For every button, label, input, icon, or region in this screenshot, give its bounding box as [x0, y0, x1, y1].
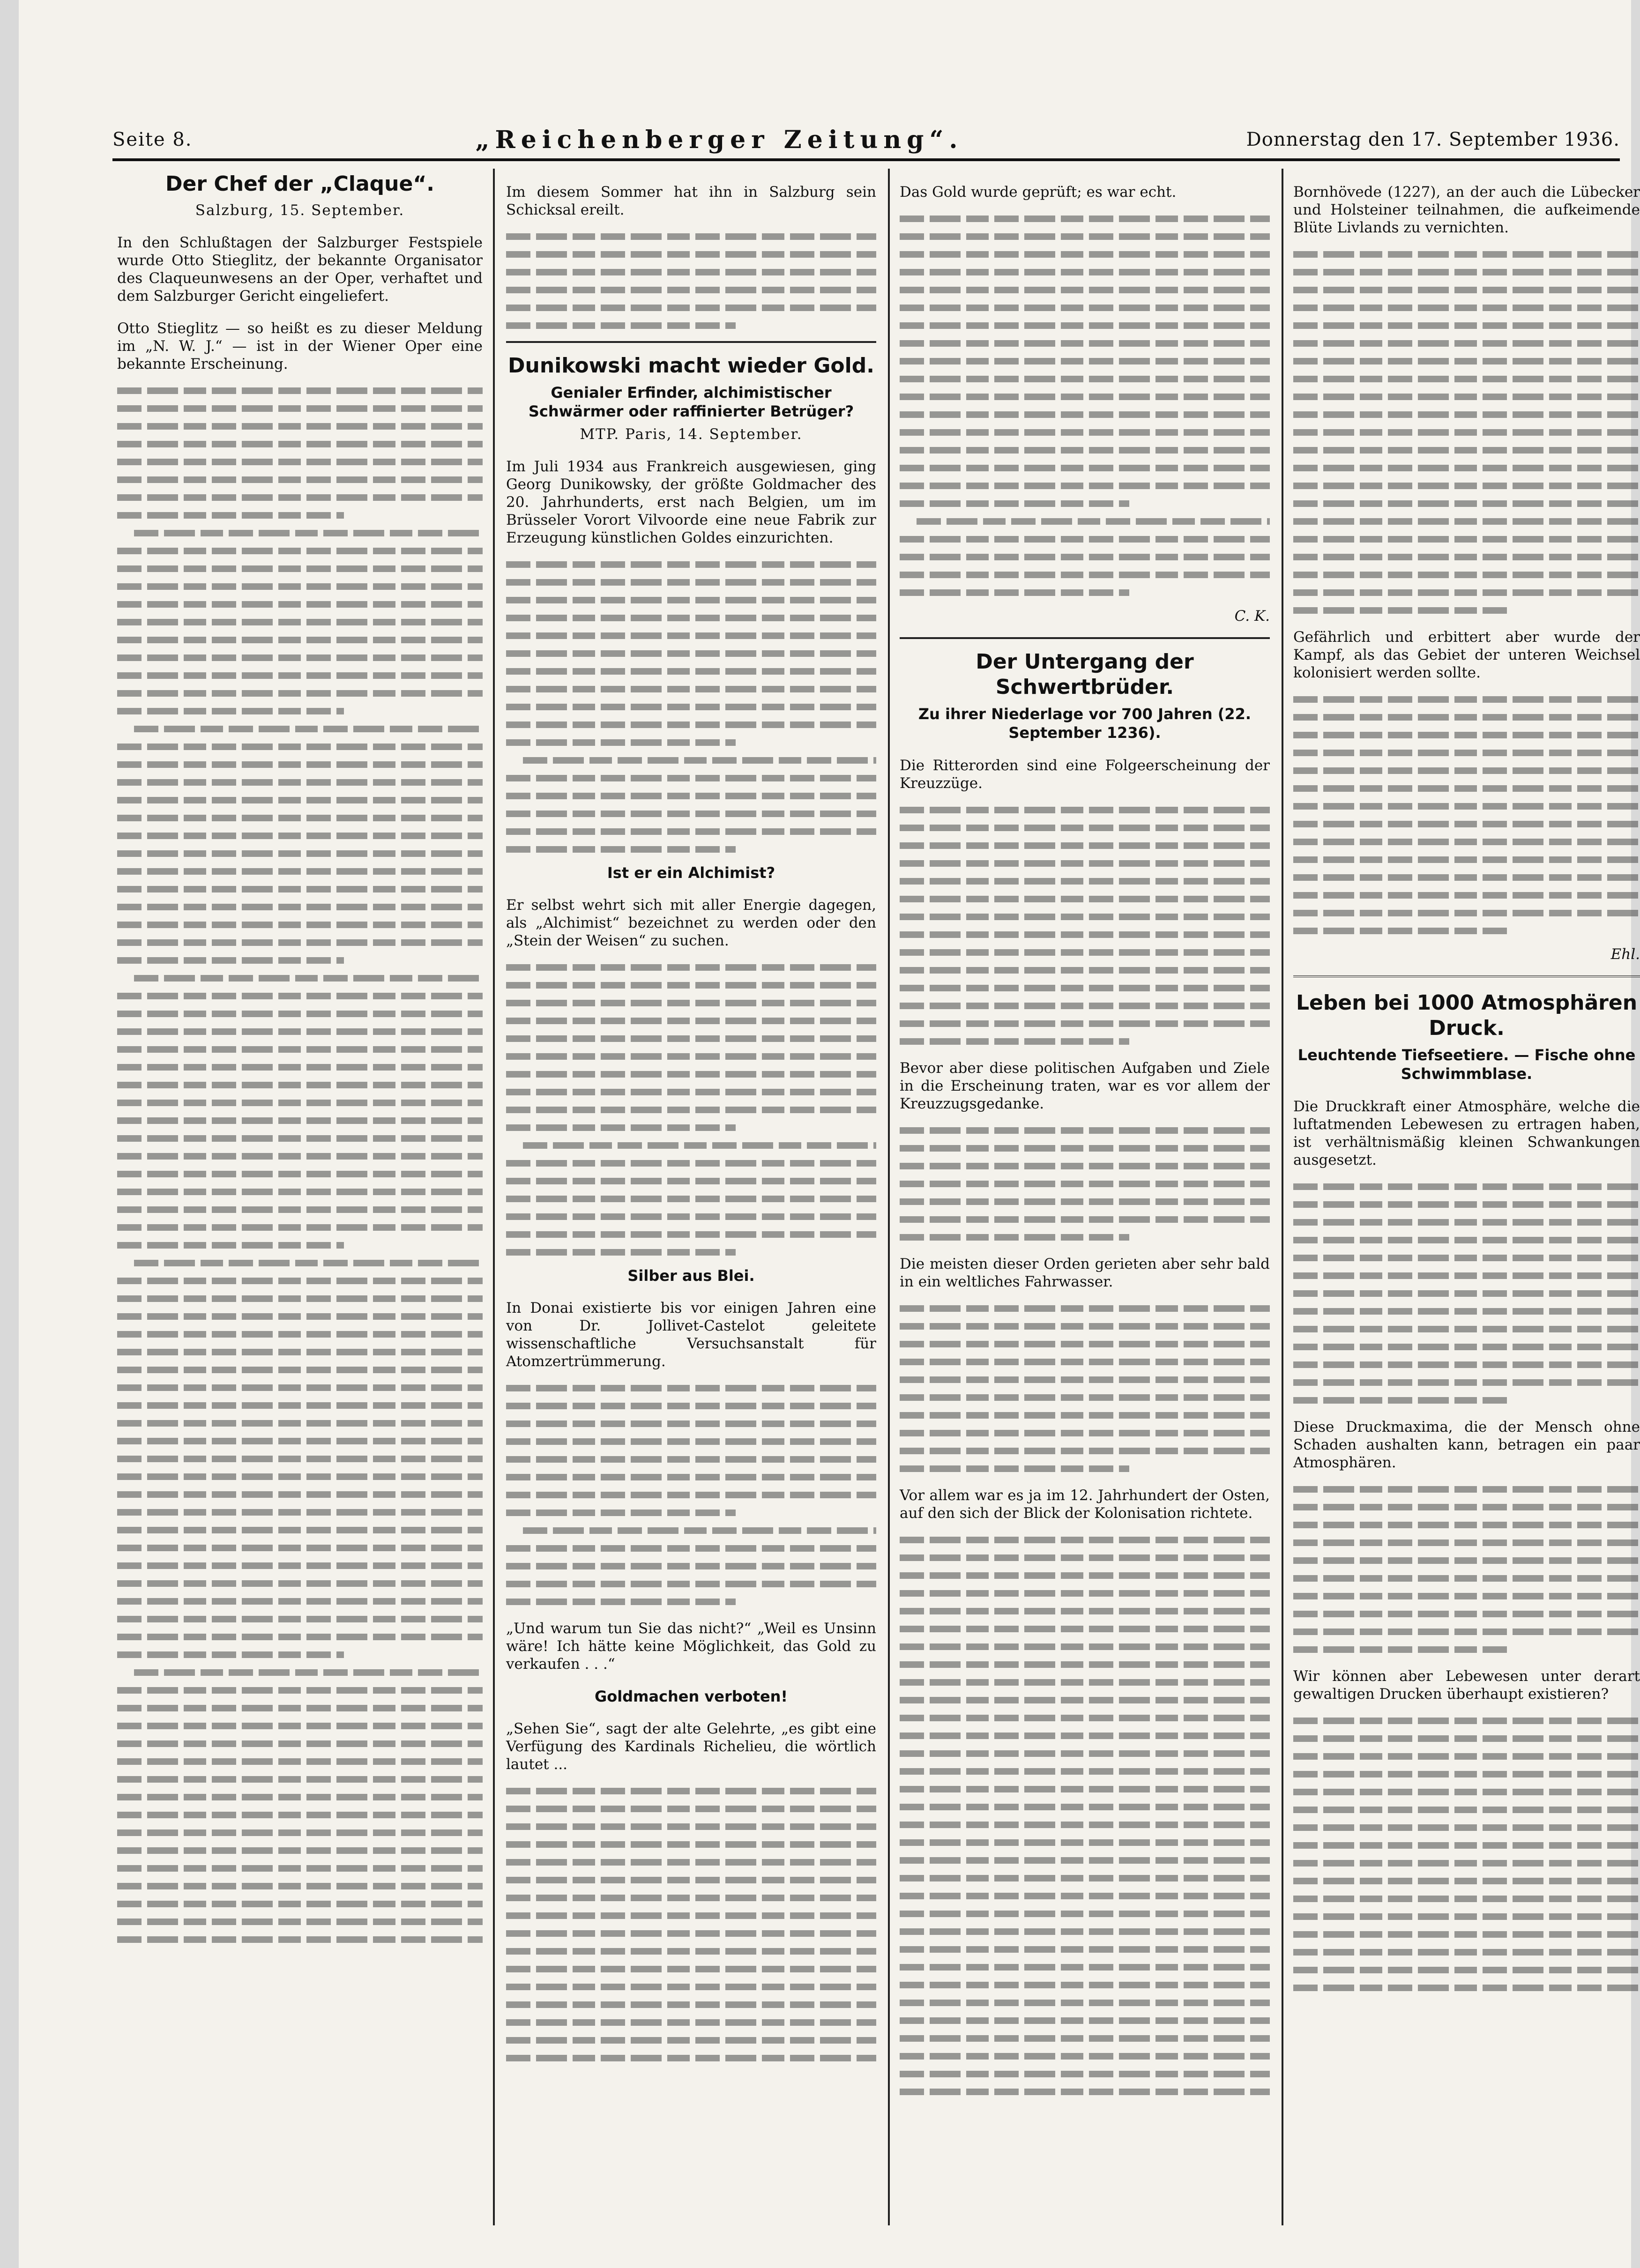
article-headline-atmosphaeren: Leben bei 1000 Atmosphären Druck. — [1296, 991, 1638, 1040]
article-subheadline: Leuchtende Tiefseetiere. — Fische ohne Schwimmblase. — [1297, 1046, 1636, 1083]
article-signature: C. K. — [1234, 608, 1270, 625]
article-headline-schwertbrueder: Der Untergang der Schwertbrüder. — [976, 650, 1194, 699]
page-header — [112, 121, 1620, 161]
page-number: Seite 8. — [112, 129, 193, 150]
article-paragraph: Die Druckkraft einer Atmosphäre, welche die luftatmenden Lebewesen zu ertragen haben, ist verhältnismäßig kleinen Schwankungen ausgesetzt. — [1293, 1098, 1640, 1168]
article-paragraph: „Sehen Sie“, sagt der alte Gelehrte, „es gibt eine Verfügung des Kardinals Richelieu, die wörtlich lautet ... — [506, 1720, 876, 1773]
newspaper-page — [19, 0, 1640, 2268]
section-subhead: Ist er ein Alchimist? — [607, 864, 775, 882]
article-paragraph: Vor allem war es ja im 12. Jahrhundert der Osten, auf den sich der Blick der Kolonisation richtete. — [900, 1487, 1270, 1522]
newspaper-title: „Reichenberger Zeitung“. — [475, 125, 963, 154]
issue-date: Donnerstag den 17. September 1936. — [1246, 129, 1620, 150]
article-paragraph: Das Gold wurde geprüft; es war echt. — [900, 184, 1177, 201]
article-body-text — [900, 1127, 1270, 1241]
article-separator — [506, 341, 876, 343]
section-subhead: Goldmachen verboten! — [594, 1688, 788, 1705]
article-paragraph: Bevor aber diese politischen Aufgaben und Ziele in die Erscheinung traten, war es vor allem der Kreuzzugsgedanke. — [900, 1060, 1270, 1112]
column-4 — [1293, 169, 1640, 2225]
article-separator — [900, 637, 1270, 639]
article-paragraph: In den Schlußtagen der Salzburger Festspiele wurde Otto Stieglitz, der bekannte Organisator des Claqueunwesens an der Oper, verhaftet und dem Salzburger Gericht eingeliefert. — [117, 234, 483, 305]
article-paragraph: „Und warum tun Sie das nicht?“ „Weil es Unsinn wäre! Ich hätte keine Möglichkeit, das Gold zu verkaufen . . .“ — [506, 1620, 876, 1673]
article-body-text — [900, 1537, 1270, 2095]
article-body-text — [1293, 1183, 1640, 1404]
article-headline-dunikowski: Dunikowski macht wieder Gold. — [508, 354, 874, 378]
article-body-text — [1293, 251, 1640, 614]
article-paragraph: In Donai existierte bis vor einigen Jahren eine von Dr. Jollivet-Castelot geleitete wissenschaftliche Versuchsanstalt für Atomzertrümmerung. — [506, 1300, 876, 1370]
column-rule — [493, 169, 495, 2225]
article-body-text — [506, 561, 876, 853]
article-paragraph: Wir können aber Lebewesen unter derart gewaltigen Drucken überhaupt existieren? — [1293, 1668, 1640, 1703]
article-separator — [1293, 975, 1640, 980]
section-subhead: Silber aus Blei. — [627, 1267, 755, 1285]
article-body-text — [900, 216, 1270, 596]
article-body-text — [1293, 696, 1640, 934]
column-2 — [506, 169, 876, 2225]
article-body-text — [117, 387, 483, 1943]
article-paragraph: Die meisten dieser Orden gerieten aber sehr bald in ein weltliches Fahrwasser. — [900, 1256, 1270, 1290]
article-dateline: MTP. Paris, 14. September. — [580, 426, 803, 443]
article-dateline: Salzburg, 15. September. — [195, 202, 405, 219]
article-body-text — [506, 1788, 876, 2061]
article-body-text — [506, 1385, 876, 1605]
article-paragraph: Im Juli 1934 aus Frankreich ausgewiesen, ging Georg Dunikowsky, der größte Goldmacher des 20. Jahrhunderts, erst nach Belgien, um im Brüsseler Vorort Vilvoorde eine neue Fabrik zur Erzeugung künstlichen Goldes einzurichten. — [506, 458, 876, 546]
column-3 — [900, 169, 1270, 2225]
article-body-text — [900, 1305, 1270, 1472]
article-headline-claque: Der Chef der „Claque“. — [165, 172, 434, 196]
article-paragraph: Otto Stieglitz — so heißt es zu dieser Meldung im „N. W. J.“ — ist in der Wiener Oper eine bekannte Erscheinung. — [117, 320, 483, 372]
article-body-text — [900, 807, 1270, 1045]
article-paragraph: Die Ritterorden sind eine Folgeerscheinung der Kreuzzüge. — [900, 757, 1270, 792]
article-signature: Ehl. — [1610, 946, 1640, 963]
column-rule — [888, 169, 890, 2225]
article-paragraph: Er selbst wehrt sich mit aller Energie dagegen, als „Alchimist“ bezeichnet zu werden oder den „Stein der Weisen“ zu suchen. — [506, 897, 876, 949]
article-body-text — [506, 964, 876, 1256]
column-rule — [1282, 169, 1283, 2225]
article-paragraph: Bornhövede (1227), an der auch die Lübecker und Holsteiner teilnahmen, die aufkeimende Blüte Livlands zu vernichten. — [1293, 184, 1640, 236]
article-subheadline: Genialer Erfinder, alchimistischer Schwärmer oder raffinierter Betrüger? — [528, 384, 854, 420]
column-1 — [117, 169, 483, 2225]
article-body-text — [1293, 1718, 1640, 1991]
article-paragraph: Im diesem Sommer hat ihn in Salzburg sein Schicksal ereilt. — [506, 184, 876, 218]
article-paragraph: Gefährlich und erbittert aber wurde der Kampf, als das Gebiet der unteren Weichsel kolonisiert werden sollte. — [1293, 629, 1640, 681]
article-subheadline: Zu ihrer Niederlage vor 700 Jahren (22. September 1236). — [918, 705, 1252, 742]
article-paragraph: Diese Druckmaxima, die der Mensch ohne Schaden aushalten kann, betragen ein paar Atmosphären. — [1293, 1419, 1640, 1471]
article-body-text — [506, 233, 876, 329]
article-body-text — [1293, 1486, 1640, 1653]
